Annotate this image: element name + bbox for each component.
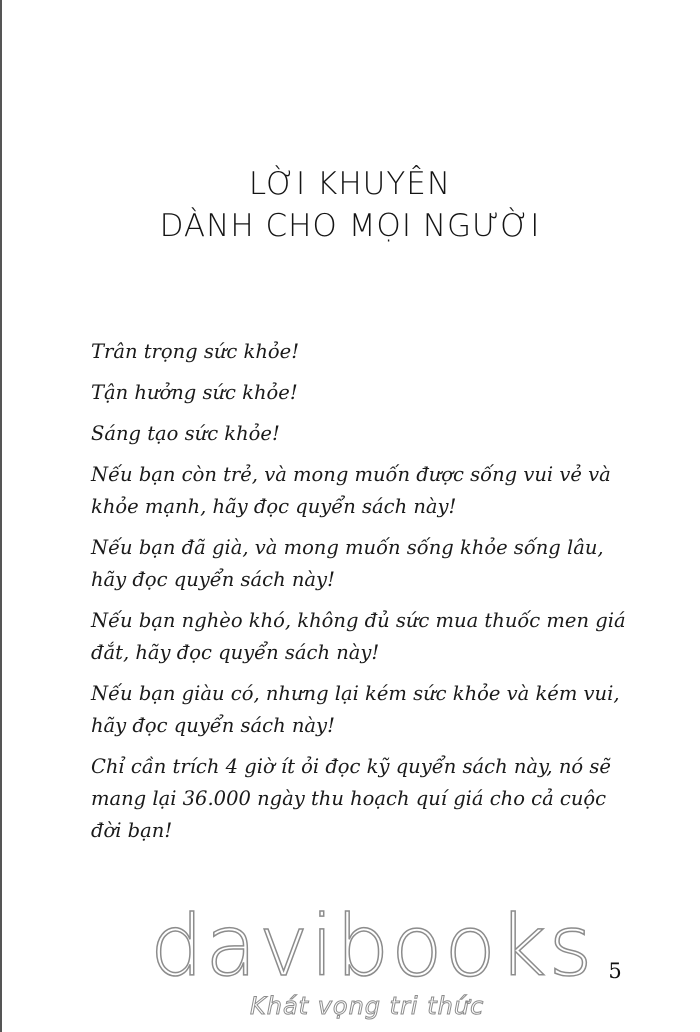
paragraph-3: Sáng tạo sức khỏe! — [91, 422, 280, 445]
paragraph-7: Nếu bạn giàu có, nhưng lại kém sức khỏe và kém vui, hãy đọc quyển sách này! — [91, 682, 620, 737]
paragraph-1: Trân trọng sức khỏe! — [91, 340, 300, 363]
page-edge — [0, 0, 2, 1032]
page-number: 5 — [608, 959, 622, 983]
paragraph-5: Nếu bạn đã già, và mong muốn sống khỏe sống lâu, hãy đọc quyển sách này! — [91, 536, 604, 591]
paragraph-8: Chỉ cần trích 4 giờ ít ỏi đọc kỹ quyển sách này, nó sẽ mang lại 36.000 ngày thu hoạch quí giá cho cả cuộc đời bạn! — [91, 755, 611, 842]
watermark-logo: davibooks — [150, 897, 595, 995]
advice-text — [91, 336, 631, 856]
paragraph-2: Tận hưởng sức khỏe! — [91, 381, 298, 404]
page-title-line-1: LỜI KHUYÊN — [248, 166, 452, 202]
paragraph-4: Nếu bạn còn trẻ, và mong muốn được sống vui vẻ và khỏe mạnh, hãy đọc quyển sách này! — [91, 463, 611, 518]
watermark-tagline: Khát vọng tri thức — [250, 992, 485, 1020]
paragraph-6: Nếu bạn nghèo khó, không đủ sức mua thuốc men giá đắt, hãy đọc quyển sách này! — [91, 609, 626, 664]
page-title-line-2: DÀNH CHO MỌI NGƯỜI — [159, 208, 541, 244]
